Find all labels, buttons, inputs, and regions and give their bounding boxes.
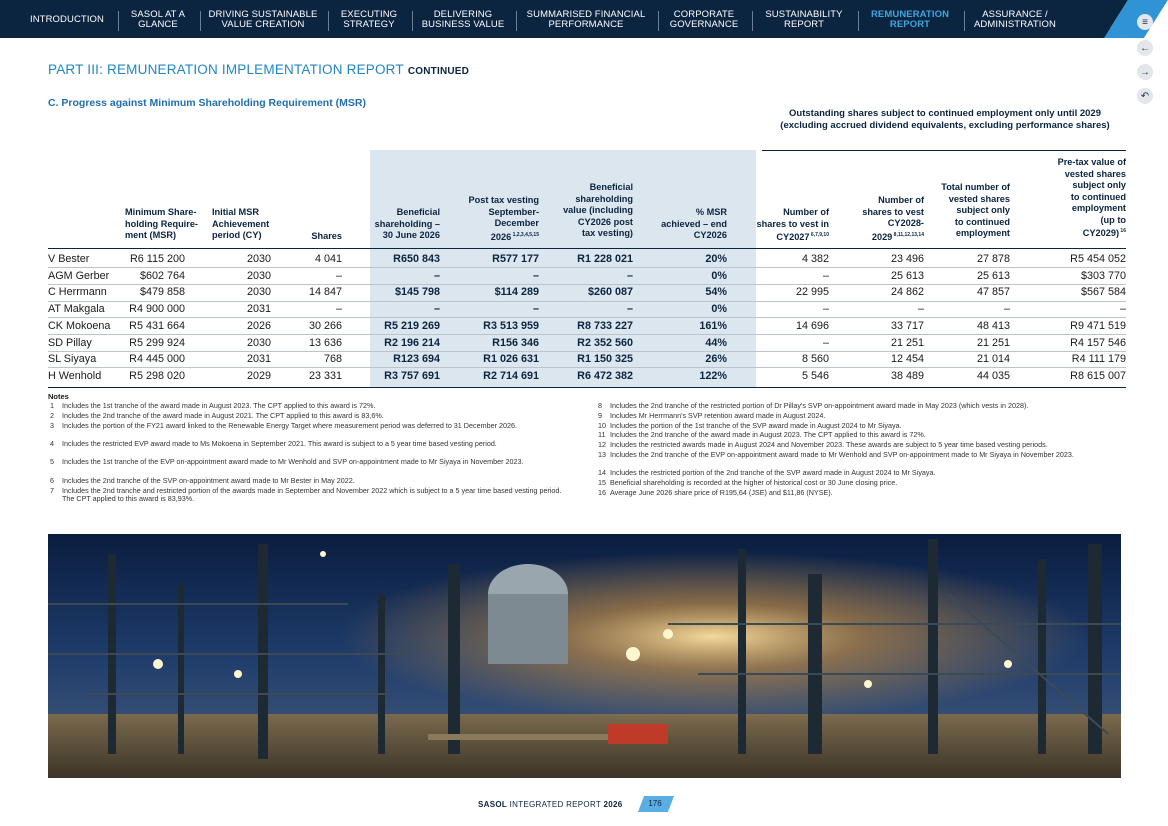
footnote-number: 14 [598, 468, 606, 478]
footnote-text: Includes the 1st tranche of the EVP on-appointment award made to Mr Wenhold and SVP on-appointment made to Mr Siyaya in November 2023. [62, 457, 524, 467]
footnote [598, 478, 1130, 488]
table-cell: R3 757 691 [384, 369, 440, 382]
table-cell: 22 995 [795, 286, 829, 299]
footnote [598, 488, 1130, 498]
footnote [598, 468, 1130, 478]
column-header: Beneficial shareholding value (including CY2026 post tax vesting) [563, 182, 633, 238]
footnote [50, 439, 567, 449]
table-cell: 26% [705, 353, 727, 366]
table-cell: 2026 [246, 319, 271, 332]
footnote-number: 9 [598, 410, 602, 420]
director-name: AGM Gerber [48, 269, 110, 282]
table-cell: 0% [711, 269, 727, 282]
footnote-number: 13 [598, 450, 606, 459]
table-cell: R4 900 000 [129, 303, 185, 316]
arrow-right-icon[interactable]: → [1137, 64, 1153, 80]
table-cell: 21 014 [976, 353, 1010, 366]
footnote [598, 410, 1130, 421]
row-divider [48, 301, 1126, 302]
footnote [50, 485, 567, 504]
row-divider [48, 367, 1126, 368]
nav-divider [200, 11, 201, 31]
nav-divider [858, 11, 859, 31]
column-header: Shares [311, 231, 342, 241]
footnote [50, 410, 567, 421]
footnote-number: 1 [50, 401, 54, 410]
footnote-ref: 16 [1119, 228, 1126, 234]
table-cell: 24 862 [890, 286, 924, 299]
table-cell: – [433, 303, 440, 316]
nav-executing-strategy[interactable]: EXECUTING STRATEGY [340, 9, 398, 30]
row-divider [48, 267, 1126, 268]
table-cell: – [532, 303, 539, 316]
footnote [598, 440, 1130, 450]
nav-sustainability-report[interactable]: SUSTAINABILITY REPORT [765, 9, 843, 30]
table-cell: – [335, 269, 342, 282]
table-cell: 48 413 [976, 319, 1010, 332]
footnote-text: Includes the restricted portion of the 2nd tranche of the SVP award made in August 2024 to Mr Siyaya. [610, 468, 936, 478]
nav-divider [964, 11, 965, 31]
back-icon[interactable]: ↶ [1137, 88, 1153, 104]
table-cell: 20% [705, 253, 727, 265]
table-cell: $114 289 [494, 286, 539, 299]
table-cell: – [822, 269, 829, 282]
table-cell: 44% [705, 336, 727, 349]
column-header: Pre-tax value of vested shares subject only to continued employment (up to CY2029) $^{16}$ [1057, 157, 1126, 239]
table-cell: $479 858 [139, 286, 185, 299]
footnote-text: Includes Mr Herrmann's SVP retention award made in August 2024. [610, 410, 826, 420]
nav-divider [516, 11, 517, 31]
table-cell: 2030 [246, 286, 271, 299]
footnote [50, 457, 567, 467]
table-cell: R1 026 631 [483, 353, 539, 366]
column-header: Number of shares to vest in CY2027 $^{6,7,9,10}$ [756, 207, 829, 243]
table-cell: 27 878 [976, 253, 1010, 265]
table-cell: – [626, 269, 633, 282]
nav-driving-sustainable-value[interactable]: DRIVING SUSTAINABLE VALUE CREATION [208, 9, 318, 30]
page-number: 176 [648, 799, 662, 808]
table-cell: R6 115 200 [129, 253, 185, 265]
director-name: SD Pillay [48, 336, 92, 349]
footnote-number: 6 [50, 475, 54, 485]
table-cell: – [1119, 303, 1126, 316]
table-cell: 768 [323, 353, 342, 366]
footnote-number: 8 [598, 401, 602, 410]
footnote-text: Beneficial shareholding is recorded at the higher of historical cost or 30 June closing price. [610, 478, 898, 488]
table-cell: R3 513 959 [483, 319, 539, 332]
table-cell: 47 857 [976, 286, 1010, 299]
table-cell: R6 472 382 [577, 369, 633, 382]
section-title: C. Progress against Minimum Shareholding Requirement (MSR) [48, 97, 366, 109]
footnote [598, 420, 1130, 431]
table-cell: 21 251 [976, 336, 1010, 349]
arrow-left-icon[interactable]: ← [1137, 40, 1153, 56]
director-name: H Wenhold [48, 369, 102, 382]
table-cell: 13 636 [308, 336, 342, 349]
table-cell: R8 615 007 [1070, 369, 1126, 382]
notes-title: Notes [48, 392, 69, 401]
footnote-text: Includes the restricted EVP award made to Ms Mokoena in September 2021. This award is subject to a 5 year time based vesting period. [62, 439, 497, 448]
table-cell: 54% [705, 286, 727, 299]
table-cell: R5 431 664 [129, 319, 185, 332]
column-header: Minimum Share- holding Require- ment (MSR) [125, 207, 198, 240]
footer-report: INTEGRATED REPORT [509, 800, 601, 809]
footnote-text: Average June 2026 share price of R195,64 (JSE) and $11,86 (NYSE). [610, 488, 833, 497]
footnote [50, 420, 567, 431]
table-cell: 44 035 [976, 369, 1010, 382]
row-divider [48, 334, 1126, 335]
table-cell: – [335, 303, 342, 316]
part-title: PART III: REMUNERATION IMPLEMENTATION REPORT CONTINUED [48, 62, 470, 77]
table-cell: R2 714 691 [483, 369, 539, 382]
director-name: C Herrmann [48, 286, 107, 299]
footnote [598, 401, 1130, 411]
table-cell: R5 219 269 [384, 319, 440, 332]
table-cell: R5 299 924 [129, 336, 185, 349]
table-cell: 23 331 [308, 369, 342, 382]
footnote-number: 15 [598, 478, 606, 488]
table-cell: 25 613 [976, 269, 1010, 282]
footnote [598, 450, 1130, 460]
footnote-text: Includes the 2nd tranche of the award made in August 2023. The CPT applied to this award is 72%. [610, 430, 926, 440]
table-cell: R156 346 [492, 336, 539, 349]
table-cell: 2030 [246, 336, 271, 349]
table-cell: 38 489 [890, 369, 924, 382]
footnote-text: Includes the 2nd tranche of the award made in August 2021. The CPT applied to this award is 83,6%. [62, 410, 384, 420]
nav-delivering-business-value[interactable]: DELIVERING BUSINESS VALUE [421, 9, 505, 30]
footnote-number: 16 [598, 488, 606, 497]
table-bottom-rule [48, 387, 1126, 388]
footnote-number: 12 [598, 440, 606, 450]
table-cell: R4 111 179 [1071, 353, 1126, 366]
footnote-number: 3 [50, 420, 54, 430]
column-header: Beneficial shareholding – 30 June 2026 [374, 207, 440, 240]
page-footer [478, 800, 622, 809]
table-cell: R4 157 546 [1070, 336, 1126, 349]
footnote-text: Includes the restricted awards made in August 2024 and November 2023. These awards are subject to 5 year time based vesting periods. [610, 440, 1048, 450]
row-divider [48, 351, 1126, 352]
table-cell: R2 352 560 [577, 336, 633, 349]
footnote-text: Includes the portion of the 1st tranche of the SVP award made in August 2024 to Mr Siyaya. [610, 420, 902, 430]
table-cell: R9 471 519 [1070, 319, 1126, 332]
nav-sasol-at-a-glance[interactable]: SASOL AT A GLANCE [130, 9, 186, 30]
footnote-text: Includes the 2nd tranche of the EVP on-appointment award made to Mr Wenhold and SVP on-appointment made to Mr Siyaya in November 2023. [610, 450, 1074, 459]
footnote-number: 2 [50, 410, 54, 420]
column-header: Total number of vested shares subject only to continued employment [941, 182, 1010, 238]
footnote-ref: 1,2,3,4,5,15 [511, 231, 539, 238]
nav-corporate-governance[interactable]: CORPORATE GOVERNANCE [669, 9, 739, 30]
table-cell: 161% [699, 319, 727, 332]
table-cell: 2030 [246, 269, 271, 282]
footnote [50, 475, 567, 486]
footnote-text: Includes the portion of the FY21 award linked to the Renewable Energy Target where measurement period was deferred to 31 December 2026. [62, 420, 517, 430]
table-cell: 14 847 [308, 286, 342, 299]
table-cell: R8 733 227 [577, 319, 633, 332]
table-cell: 2031 [246, 353, 271, 366]
column-header: % MSR achieved – end CY2026 [661, 207, 727, 240]
table-cell: 21 251 [890, 336, 924, 349]
table-cell: 33 717 [890, 319, 924, 332]
row-divider [48, 284, 1126, 285]
table-cell: R2 196 214 [384, 336, 440, 349]
table-cell: 122% [699, 369, 727, 382]
column-header: Initial MSR Achievement period (CY) [212, 207, 270, 240]
footnote [598, 430, 1130, 440]
director-name: SL Siyaya [48, 353, 97, 366]
table-cell: R1 228 021 [577, 253, 633, 265]
table-cell: R123 694 [393, 353, 440, 366]
table-cell: 12 454 [890, 353, 924, 366]
menu-icon[interactable]: ≡ [1137, 14, 1153, 30]
footnote-text: Includes the 2nd tranche and restricted portion of the awards made in September and November 2022 which is subject to a 5 year time based vesting period. The CPT applied to this award is 83,93%. [62, 485, 562, 504]
footnote-number: 11 [598, 430, 606, 440]
table-cell: $303 770 [1080, 269, 1126, 282]
header-rule [48, 248, 1126, 249]
table-cell: 14 696 [795, 319, 829, 332]
footnote-number: 7 [50, 485, 54, 495]
footnote-number: 5 [50, 457, 54, 467]
table-cell: R577 177 [492, 253, 539, 265]
table-cell: $260 087 [587, 286, 633, 299]
footnote-number: 10 [598, 420, 606, 430]
table-cell: 4 382 [801, 253, 829, 265]
footnote-text: Includes the 1st tranche of the award made in August 2023. The CPT applied to this award is 72%. [62, 401, 376, 410]
table-cell: – [1003, 303, 1010, 316]
table-cell: R1 150 325 [577, 353, 633, 366]
nav-divider [752, 11, 753, 31]
director-name: V Bester [48, 253, 90, 265]
table-cell: 30 266 [308, 319, 342, 332]
nav-divider [118, 11, 119, 31]
top-navigation [0, 0, 1110, 38]
row-divider [48, 317, 1126, 318]
table-cell: $145 798 [394, 286, 440, 299]
continued-label: CONTINUED [407, 66, 470, 77]
table-cell: 2031 [246, 303, 271, 316]
table-cell: – [917, 303, 924, 316]
column-header: Number of shares to vest CY2028- 2029 $^{8,11,12,13,14}$ [862, 195, 924, 242]
footnote-ref: 6,7,9,10 [809, 232, 829, 238]
nav-divider [658, 11, 659, 31]
table-cell: 8 560 [801, 353, 829, 366]
outstanding-header-rule [762, 150, 1126, 151]
table-cell: R5 298 020 [129, 369, 185, 382]
footnote-ref: 8,11,12,13,14 [892, 231, 924, 238]
nav-assurance-administration[interactable]: ASSURANCE / ADMINISTRATION [974, 9, 1056, 30]
footer-year: 2026 [603, 800, 623, 809]
director-name: AT Makgala [48, 303, 105, 316]
table-cell: 25 613 [890, 269, 924, 282]
table-cell: $602 764 [139, 269, 185, 282]
director-name: CK Mokoena [48, 319, 111, 332]
table-cell: R650 843 [393, 253, 440, 265]
outstanding-shares-header: Outstanding shares subject to continued employment only until 2029 (excluding accrued dividend equivalents, excluding performance shares) [780, 108, 1110, 131]
nav-summarised-financial[interactable]: SUMMARISED FINANCIAL PERFORMANCE [526, 9, 646, 30]
table-cell: 0% [711, 303, 727, 316]
table-cell: 2029 [246, 369, 271, 382]
table-cell: R4 445 000 [129, 353, 185, 366]
table-cell: 2030 [246, 253, 271, 265]
table-cell: 5 546 [801, 369, 829, 382]
nav-divider [328, 11, 329, 31]
table-cell: R5 454 052 [1070, 253, 1126, 265]
footnote-text: Includes the 2nd tranche of the SVP on-appointment award made to Mr Bester in May 2022. [62, 475, 355, 485]
table-cell: – [626, 303, 633, 316]
nav-introduction[interactable]: INTRODUCTION [29, 14, 105, 25]
table-cell: – [532, 269, 539, 282]
table-cell: – [822, 336, 829, 349]
footer-brand: SASOL [478, 800, 508, 809]
table-cell: – [822, 303, 829, 316]
footnote-number: 4 [50, 439, 54, 448]
table-cell: 23 496 [890, 253, 924, 265]
table-cell: – [433, 269, 440, 282]
table-cell: $567 584 [1080, 286, 1126, 299]
table-cell: 4 041 [314, 253, 342, 265]
refinery-night-photo [48, 534, 1121, 778]
nav-remuneration-report[interactable]: REMUNERATION REPORT [870, 9, 950, 30]
nav-divider [412, 11, 413, 31]
column-header: Post tax vesting September- December 2026 $^{1,2,3,4,5,15}$ [468, 195, 539, 242]
footnote [50, 401, 567, 411]
footnote-text: Includes the 2nd tranche of the restricted portion of Dr Pillay's SVP on-appointment award made in May 2023 (which vests in 2028). [610, 401, 1029, 410]
